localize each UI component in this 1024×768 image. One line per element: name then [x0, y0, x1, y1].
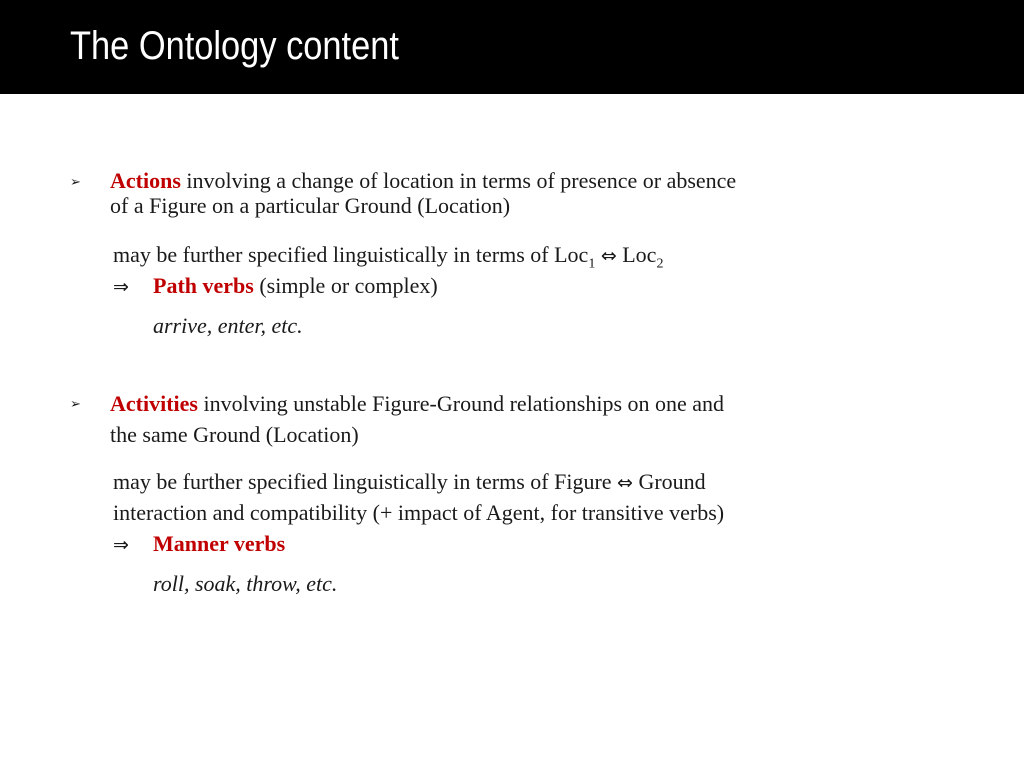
- section1-line1-text: involving a change of location in terms of presence or absence: [180, 168, 737, 193]
- section1-examples: arrive, enter, etc.: [153, 313, 303, 338]
- section1-verb-line: [113, 273, 438, 300]
- loc-subscript-2: 2: [656, 256, 664, 272]
- loc-subscript-1: 1: [588, 256, 596, 272]
- section2-examples: roll, soak, throw, etc.: [153, 571, 338, 596]
- path-verbs-note: (simple or complex): [253, 273, 438, 298]
- manner-verbs-label: Manner verbs: [153, 531, 286, 556]
- title-bar: [0, 0, 1024, 94]
- activities-keyword: Activities: [110, 391, 198, 416]
- section2-verb-line: [113, 531, 285, 558]
- iff-icon: ⇔: [600, 245, 617, 267]
- bullet-arrow-icon: ➢: [70, 175, 81, 190]
- section1-line2: of a Figure on a particular Ground (Location): [110, 193, 511, 218]
- actions-keyword: Actions: [110, 168, 181, 193]
- section2-line2: the same Ground (Location): [110, 422, 359, 447]
- implies-arrow-icon: ⇒: [113, 276, 129, 298]
- section2-spec-text-start: may be further specified linguistically in terms of Figure: [113, 469, 618, 494]
- section2-line1: [110, 391, 724, 417]
- section2-spec-line1: [113, 469, 706, 496]
- loc-label: Loc: [616, 242, 657, 267]
- section1-line1: [110, 168, 736, 194]
- slide-title: The Ontology content: [70, 24, 399, 68]
- iff-icon: ⇔: [617, 472, 633, 494]
- section2-spec-text-end: Ground: [632, 469, 706, 494]
- section2-line1-text: involving unstable Figure-Ground relationships on one and: [197, 391, 725, 416]
- path-verbs-label: Path verbs: [153, 273, 254, 298]
- section2-spec-line2: interaction and compatibility (+ impact of Agent, for transitive verbs): [113, 500, 725, 525]
- section1-spec-text: may be further specified linguistically in terms of Loc: [113, 242, 589, 267]
- bullet-arrow-icon: ➢: [70, 397, 81, 412]
- implies-arrow-icon: ⇒: [113, 534, 129, 556]
- section1-spec-line: [113, 242, 664, 272]
